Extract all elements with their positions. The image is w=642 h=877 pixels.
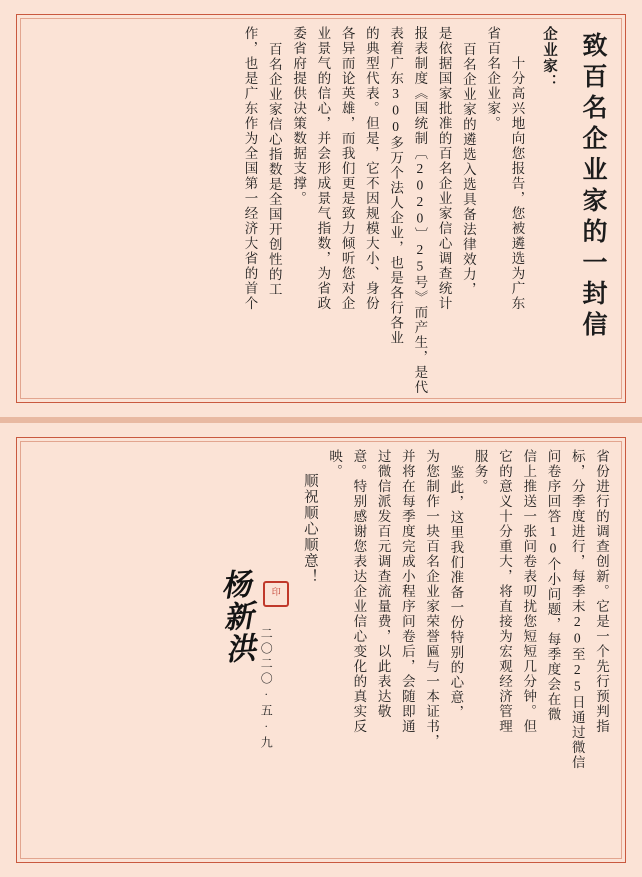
body-column: 信上推送一张问卷表叨扰您短短几分钟。但 bbox=[521, 449, 537, 734]
body-column: 问卷序回答10个小问题，每季度会在微 bbox=[545, 449, 561, 722]
body-column: 委省府提供决策数据支撑。 bbox=[291, 26, 307, 206]
body-column: 鉴此，这里我们准备一份特别的心意， bbox=[448, 465, 464, 720]
red-seal-stamp: 印 bbox=[263, 581, 289, 607]
body-column: 服务。 bbox=[472, 449, 488, 494]
closing-line: 顺祝顺心顺意！ bbox=[301, 473, 318, 585]
body-column: 过微信派发百元调查流量费，以此表达敬 bbox=[375, 449, 391, 719]
body-column: 业景气的信心，并会形成景气指数，为省政 bbox=[315, 26, 331, 311]
body-column: 各异而论英雄，而我们更是致力倾听您对企 bbox=[339, 26, 355, 311]
body-column: 的典型代表。但是，它不因规模大小、身份 bbox=[363, 26, 379, 311]
signature-date: 二〇二〇·五·九 bbox=[259, 627, 274, 751]
letter-page-two bbox=[0, 420, 642, 877]
body-column: 作，也是广东作为全国第一经济大省的首个 bbox=[242, 26, 258, 311]
vertical-text-columns-page-two bbox=[30, 449, 612, 855]
vertical-text-columns-page-one bbox=[30, 26, 612, 395]
signature-block bbox=[214, 449, 290, 877]
letter-page-one bbox=[0, 0, 642, 420]
body-column: 它的意义十分重大，将直接为宏观经济管理 bbox=[496, 449, 512, 734]
body-column: 映。 bbox=[327, 449, 343, 479]
page-title: 致百名企业家的一封信 bbox=[579, 32, 606, 342]
body-column: 为您制作一块百名企业家荣誉匾与一本证书， bbox=[424, 449, 440, 749]
body-column: 省份进行的调查创新。它是一个先行预判指 bbox=[594, 449, 609, 734]
body-column: 并将在每季度完成小程序问卷后，会随即通 bbox=[399, 449, 415, 734]
body-column: 意。特别感谢您表达企业信心变化的真实反 bbox=[351, 449, 367, 734]
body-column: 是依据国家批准的百名企业家信心调查统计 bbox=[436, 26, 452, 311]
body-column: 十分高兴地向您报告，您被遴选为广东 bbox=[509, 56, 525, 311]
salutation: 企业家： bbox=[541, 26, 557, 90]
body-column: 标，分季度进行，每季末20至25日通过微信 bbox=[569, 449, 585, 770]
body-column: 表着广东300多万个法人企业，也是各行各业 bbox=[388, 26, 404, 346]
body-column: 百名企业家的遴选入选具备法律效力， bbox=[460, 42, 476, 297]
body-column: 百名企业家信心指数是全国开创性的工 bbox=[266, 42, 282, 297]
body-column: 报表制度《国统制〔2020〕25号》而产生，是代 bbox=[412, 26, 428, 395]
handwritten-signature: 杨新洪 bbox=[214, 567, 255, 667]
body-column: 省百名企业家。 bbox=[485, 26, 501, 131]
